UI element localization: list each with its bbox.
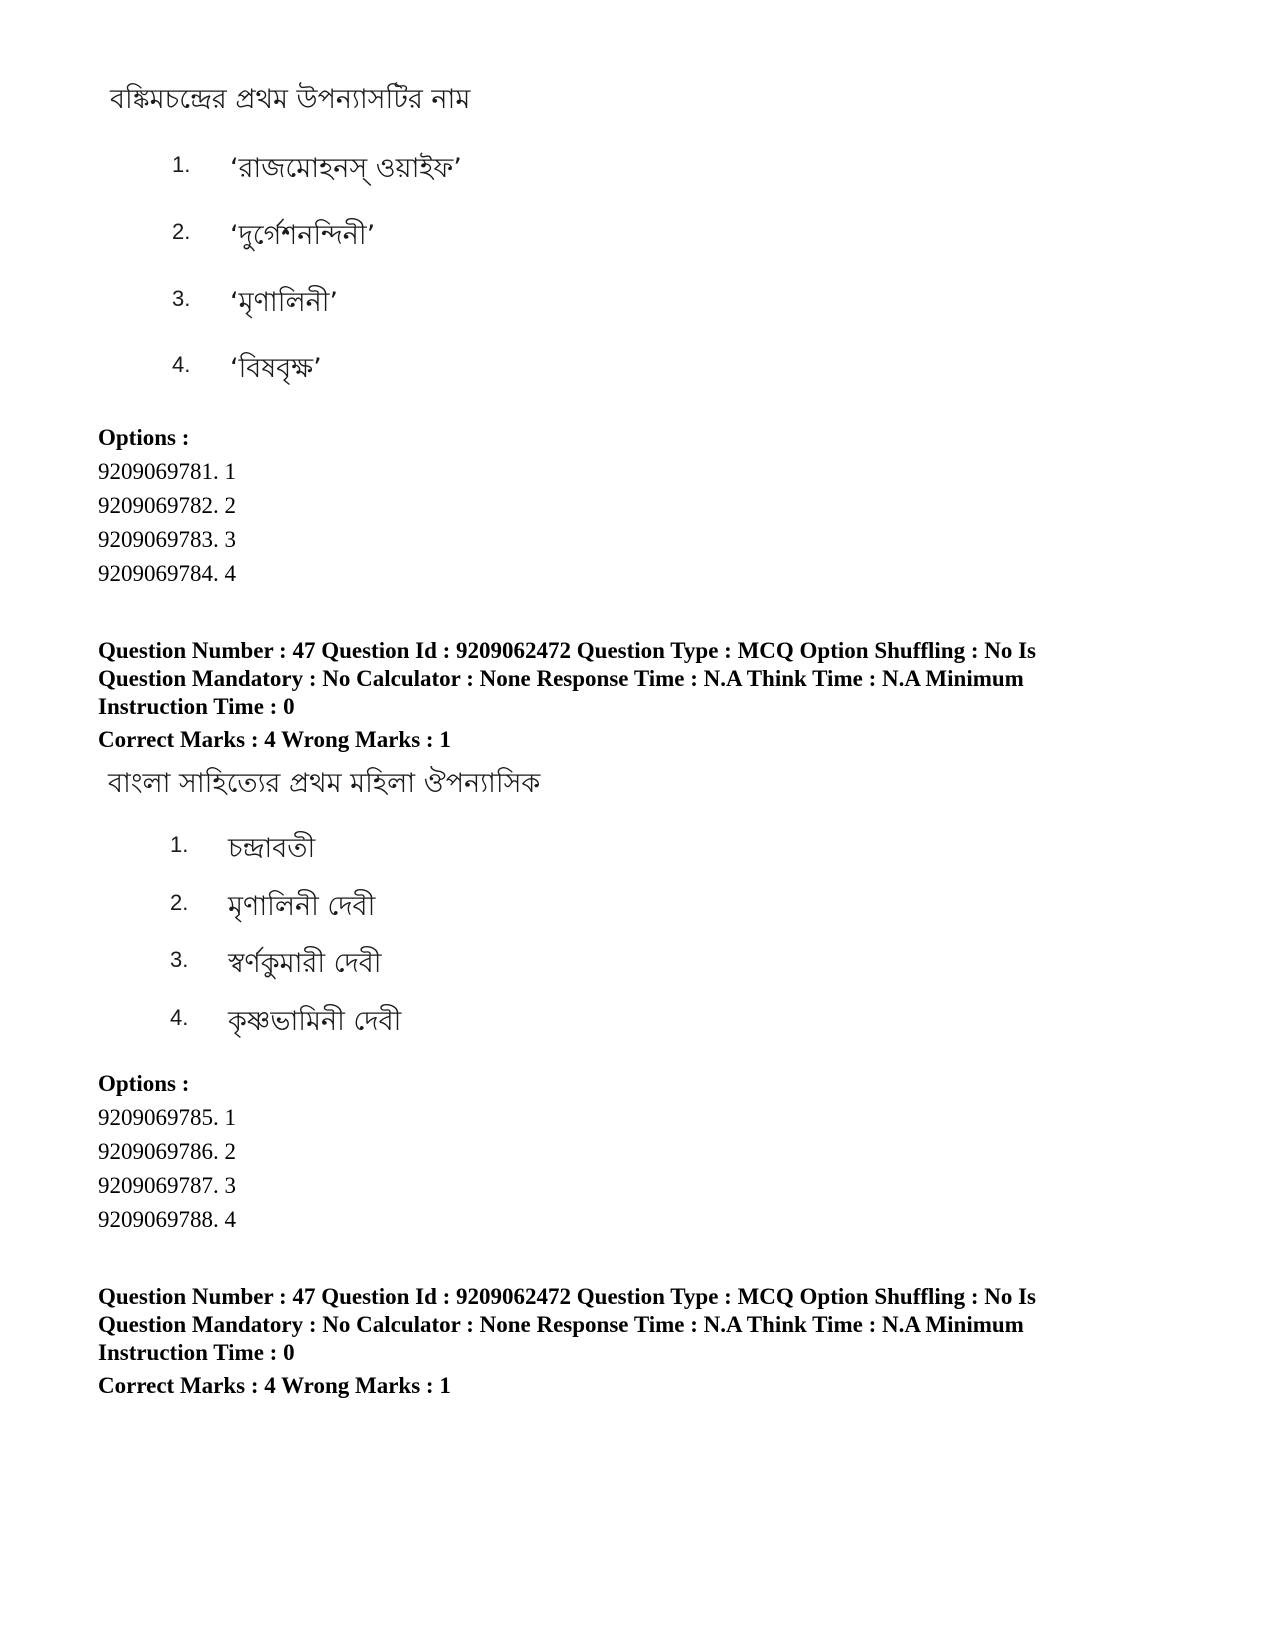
question-meta [98, 637, 1178, 721]
choice-number: 4. [172, 352, 191, 377]
choice-number: 4. [170, 1005, 189, 1030]
option-id-line: 9209069781. 1 [98, 459, 236, 484]
question-stem: বঙ্কিমচন্দ্রের প্রথম উপন্যাসটির নাম [110, 84, 471, 115]
choice-text: ‘মৃণালিনী’ [230, 287, 338, 318]
choice-number: 1. [172, 152, 191, 177]
question-meta-line: Question Number : 47 Question Id : 9209062472 Question Type : MCQ Option Shuffling : No Is [98, 638, 1037, 663]
choice-number: 2. [172, 219, 191, 244]
marks-line: Correct Marks : 4 Wrong Marks : 1 [98, 727, 451, 752]
option-id-line: 9209069784. 4 [98, 561, 236, 586]
choice-text: ‘দুর্গেশনন্দিনী’ [230, 220, 376, 251]
option-id-line: 9209069782. 2 [98, 493, 236, 518]
question-meta-line: Question Number : 47 Question Id : 9209062472 Question Type : MCQ Option Shuffling : No Is [98, 1284, 1037, 1309]
choice-text: স্বর্ণকুমারী দেবী [228, 948, 382, 979]
choice-text: চন্দ্রাবতী [228, 833, 316, 864]
question-meta-line: Instruction Time : 0 [98, 694, 295, 719]
question-meta-line: Question Mandatory : No Calculator : None Response Time : N.A Think Time : N.A Minimum [98, 666, 1024, 691]
option-id-line: 9209069786. 2 [98, 1139, 236, 1164]
question-b-image [0, 760, 1275, 1050]
options-label: Options : [98, 425, 190, 450]
choice-number: 1. [170, 832, 189, 857]
choice-text: ‘রাজমোহনস্ ওয়াইফ’ [230, 153, 462, 184]
option-id-line: 9209069785. 1 [98, 1105, 236, 1130]
question-a-image [0, 0, 1275, 400]
choice-number: 3. [172, 286, 191, 311]
options-label: Options : [98, 1071, 190, 1096]
choice-number: 3. [170, 947, 189, 972]
question-meta [98, 1283, 1178, 1367]
question-meta-line: Instruction Time : 0 [98, 1340, 295, 1365]
choice-text: মৃণালিনী দেবী [228, 891, 376, 922]
option-id-line: 9209069787. 3 [98, 1173, 236, 1198]
marks-line: Correct Marks : 4 Wrong Marks : 1 [98, 1373, 451, 1398]
choice-text: কৃষ্ণভামিনী দেবী [228, 1006, 402, 1037]
question-stem: বাংলা সাহিত্যের প্রথম মহিলা ঔপন্যাসিক [108, 768, 541, 799]
option-id-line: 9209069788. 4 [98, 1207, 236, 1232]
choice-number: 2. [170, 890, 189, 915]
choice-text: ‘বিষবৃক্ষ’ [230, 353, 322, 384]
option-id-line: 9209069783. 3 [98, 527, 236, 552]
question-meta-line: Question Mandatory : No Calculator : None Response Time : N.A Think Time : N.A Minimum [98, 1312, 1024, 1337]
